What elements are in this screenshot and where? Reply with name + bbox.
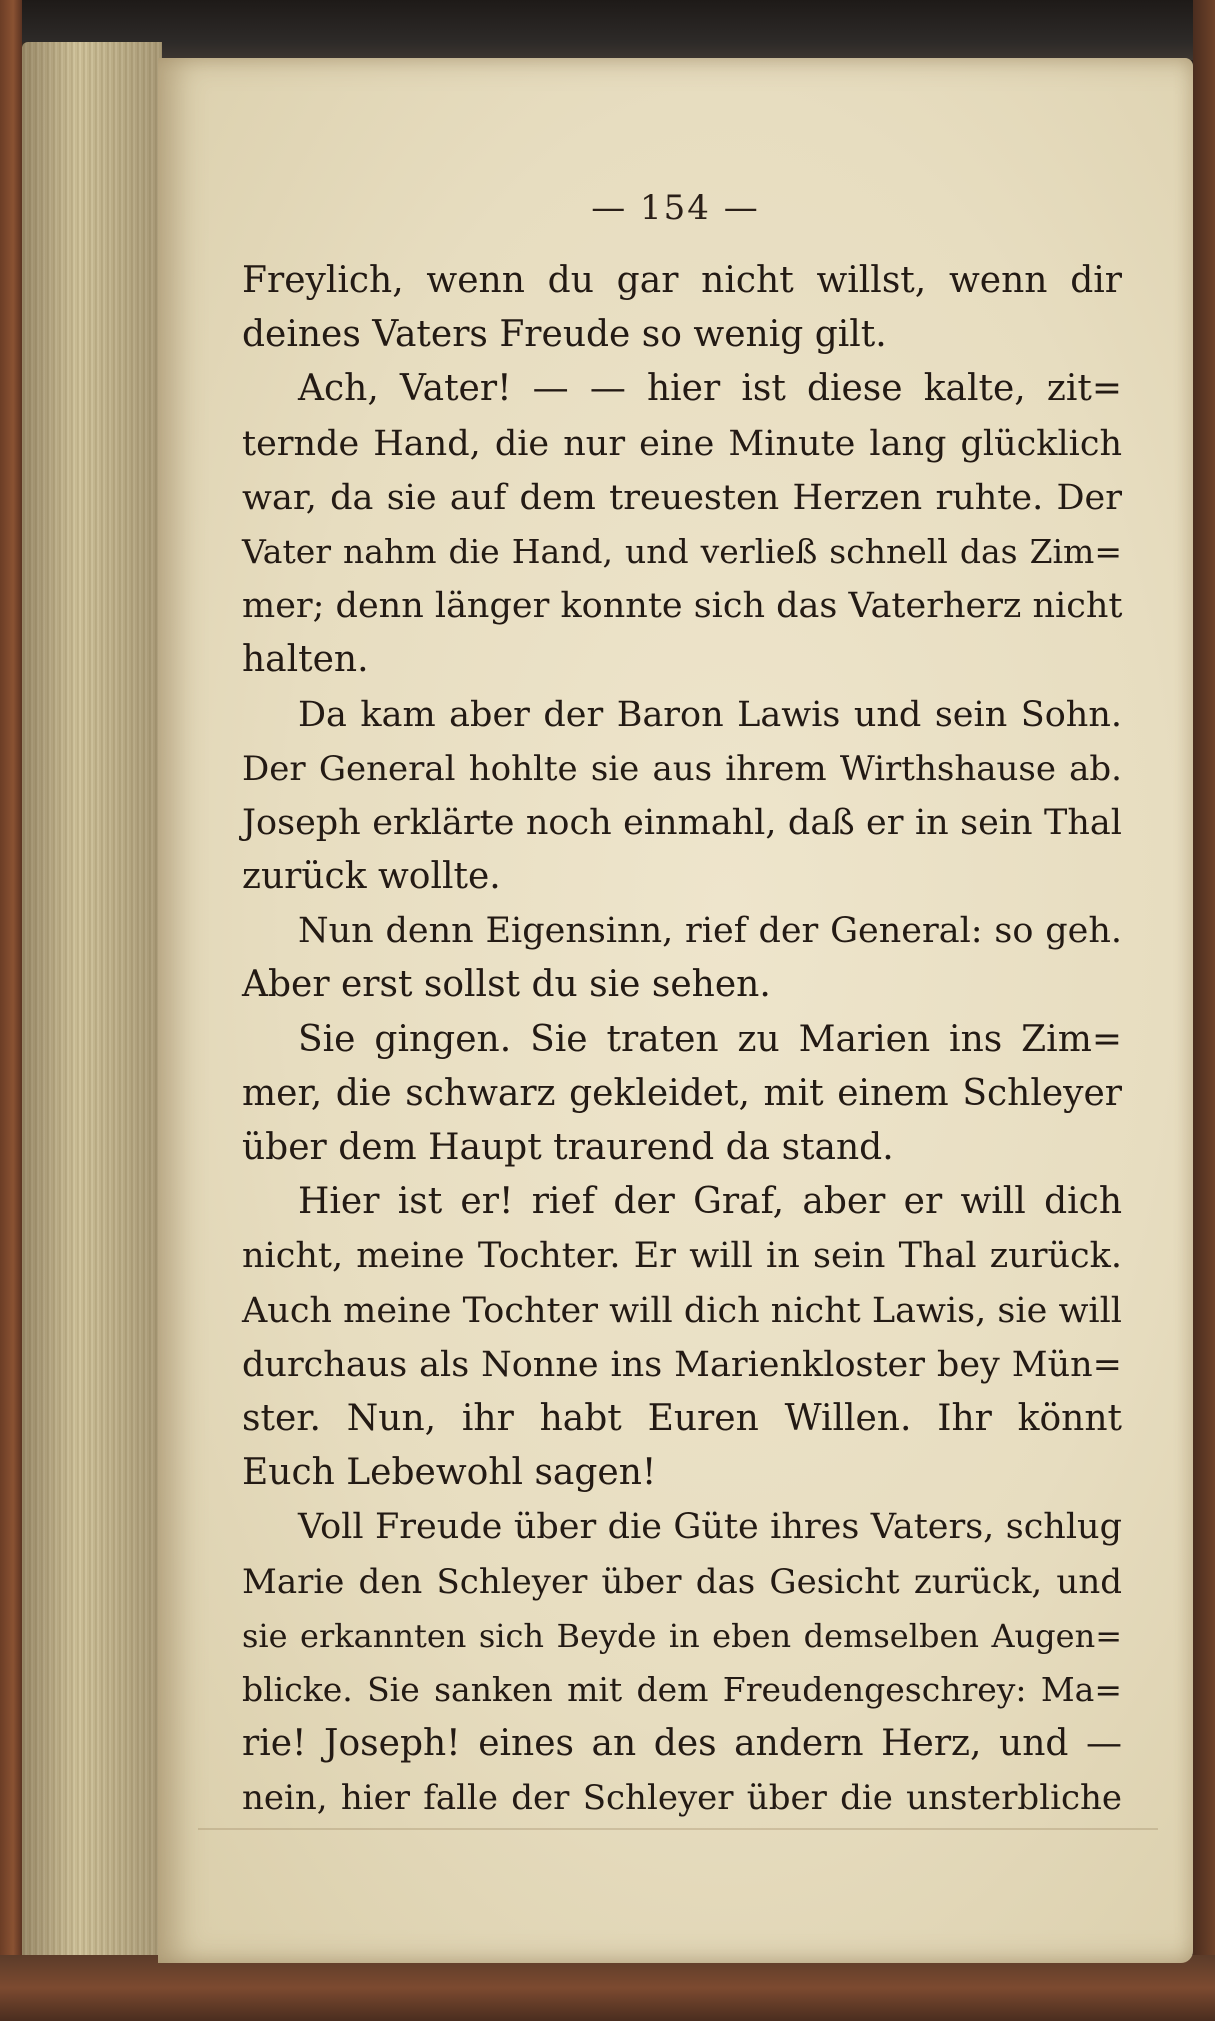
page-number: — 154 — bbox=[591, 188, 760, 228]
text-line: Sie gingen. Sie traten zu Marien ins Zim= bbox=[298, 1018, 1122, 1060]
text-line: mer, die schwarz gekleidet, mit einem Schleyer bbox=[242, 1072, 1122, 1114]
text-line: über dem Haupt traurend da stand. bbox=[242, 1127, 894, 1168]
text-line: Vater nahm die Hand, und verließ schnell das Zim= bbox=[242, 531, 1122, 571]
text-line: mer; denn länger konnte sich das Vaterherz nicht bbox=[242, 586, 1123, 627]
text-line: nein, hier falle der Schleyer über die unsterbliche bbox=[242, 1778, 1122, 1819]
book-cover-right-edge bbox=[1193, 0, 1215, 2021]
text-line: ster. Nun, ihr habt Euren Willen. Ihr könnt bbox=[242, 1397, 1122, 1439]
page-bottom-mark bbox=[198, 1828, 1158, 1830]
text-line: Auch meine Tochter will dich nicht Lawis, sie will bbox=[242, 1290, 1122, 1331]
text-line: zurück wollte. bbox=[242, 856, 501, 898]
text-line: durchaus als Nonne ins Marienkloster bey Mün= bbox=[242, 1344, 1122, 1385]
text-line: Joseph erklärte noch einmahl, daß er in sein Thal bbox=[242, 802, 1122, 843]
text-line: blicke. Sie sanken mit dem Freudengeschrey: Ma= bbox=[242, 1669, 1122, 1709]
book-binding-top bbox=[0, 0, 1215, 60]
text-line: Marie den Schleyer über das Gesicht zurück, und bbox=[242, 1561, 1122, 1602]
text-line: nicht, meine Tochter. Er will in sein Thal zurück. bbox=[242, 1236, 1122, 1277]
text-line: Ach, Vater! — — hier ist diese kalte, zit= bbox=[298, 368, 1122, 410]
book-page bbox=[158, 58, 1193, 1963]
book-cover-bottom-edge bbox=[0, 1955, 1215, 2021]
text-line: Nun denn Eigensinn, rief der General: so geh. bbox=[298, 911, 1122, 952]
text-line: Voll Freude über die Güte ihres Vaters, schlug bbox=[298, 1507, 1122, 1548]
text-line: ternde Hand, die nur eine Minute lang glücklich bbox=[242, 423, 1122, 464]
text-line: sie erkannten sich Beyde in eben demselben Augen= bbox=[242, 1616, 1122, 1655]
text-line: rie! Joseph! eines an des andern Herz, und — bbox=[242, 1723, 1122, 1765]
page-stack-shade bbox=[22, 42, 162, 1962]
book-cover-left-edge bbox=[0, 0, 22, 2021]
text-line: deines Vaters Freude so wenig gilt. bbox=[242, 314, 887, 356]
body-text bbox=[242, 254, 1122, 1825]
text-line: Euch Lebewohl sagen! bbox=[242, 1452, 657, 1494]
text-line: Aber erst sollst du sie sehen. bbox=[242, 964, 771, 1006]
text-line: Hier ist er! rief der Graf, aber er will dich bbox=[298, 1181, 1122, 1223]
text-line: war, da sie auf dem treuesten Herzen ruhte. Der bbox=[242, 477, 1122, 518]
text-line: Da kam aber der Baron Lawis und sein Sohn. bbox=[298, 694, 1122, 735]
text-line: Freylich, wenn du gar nicht willst, wenn dir bbox=[242, 260, 1122, 301]
text-line: Der General hohlte sie aus ihrem Wirthshause ab. bbox=[242, 748, 1122, 789]
text-line: halten. bbox=[242, 639, 369, 681]
